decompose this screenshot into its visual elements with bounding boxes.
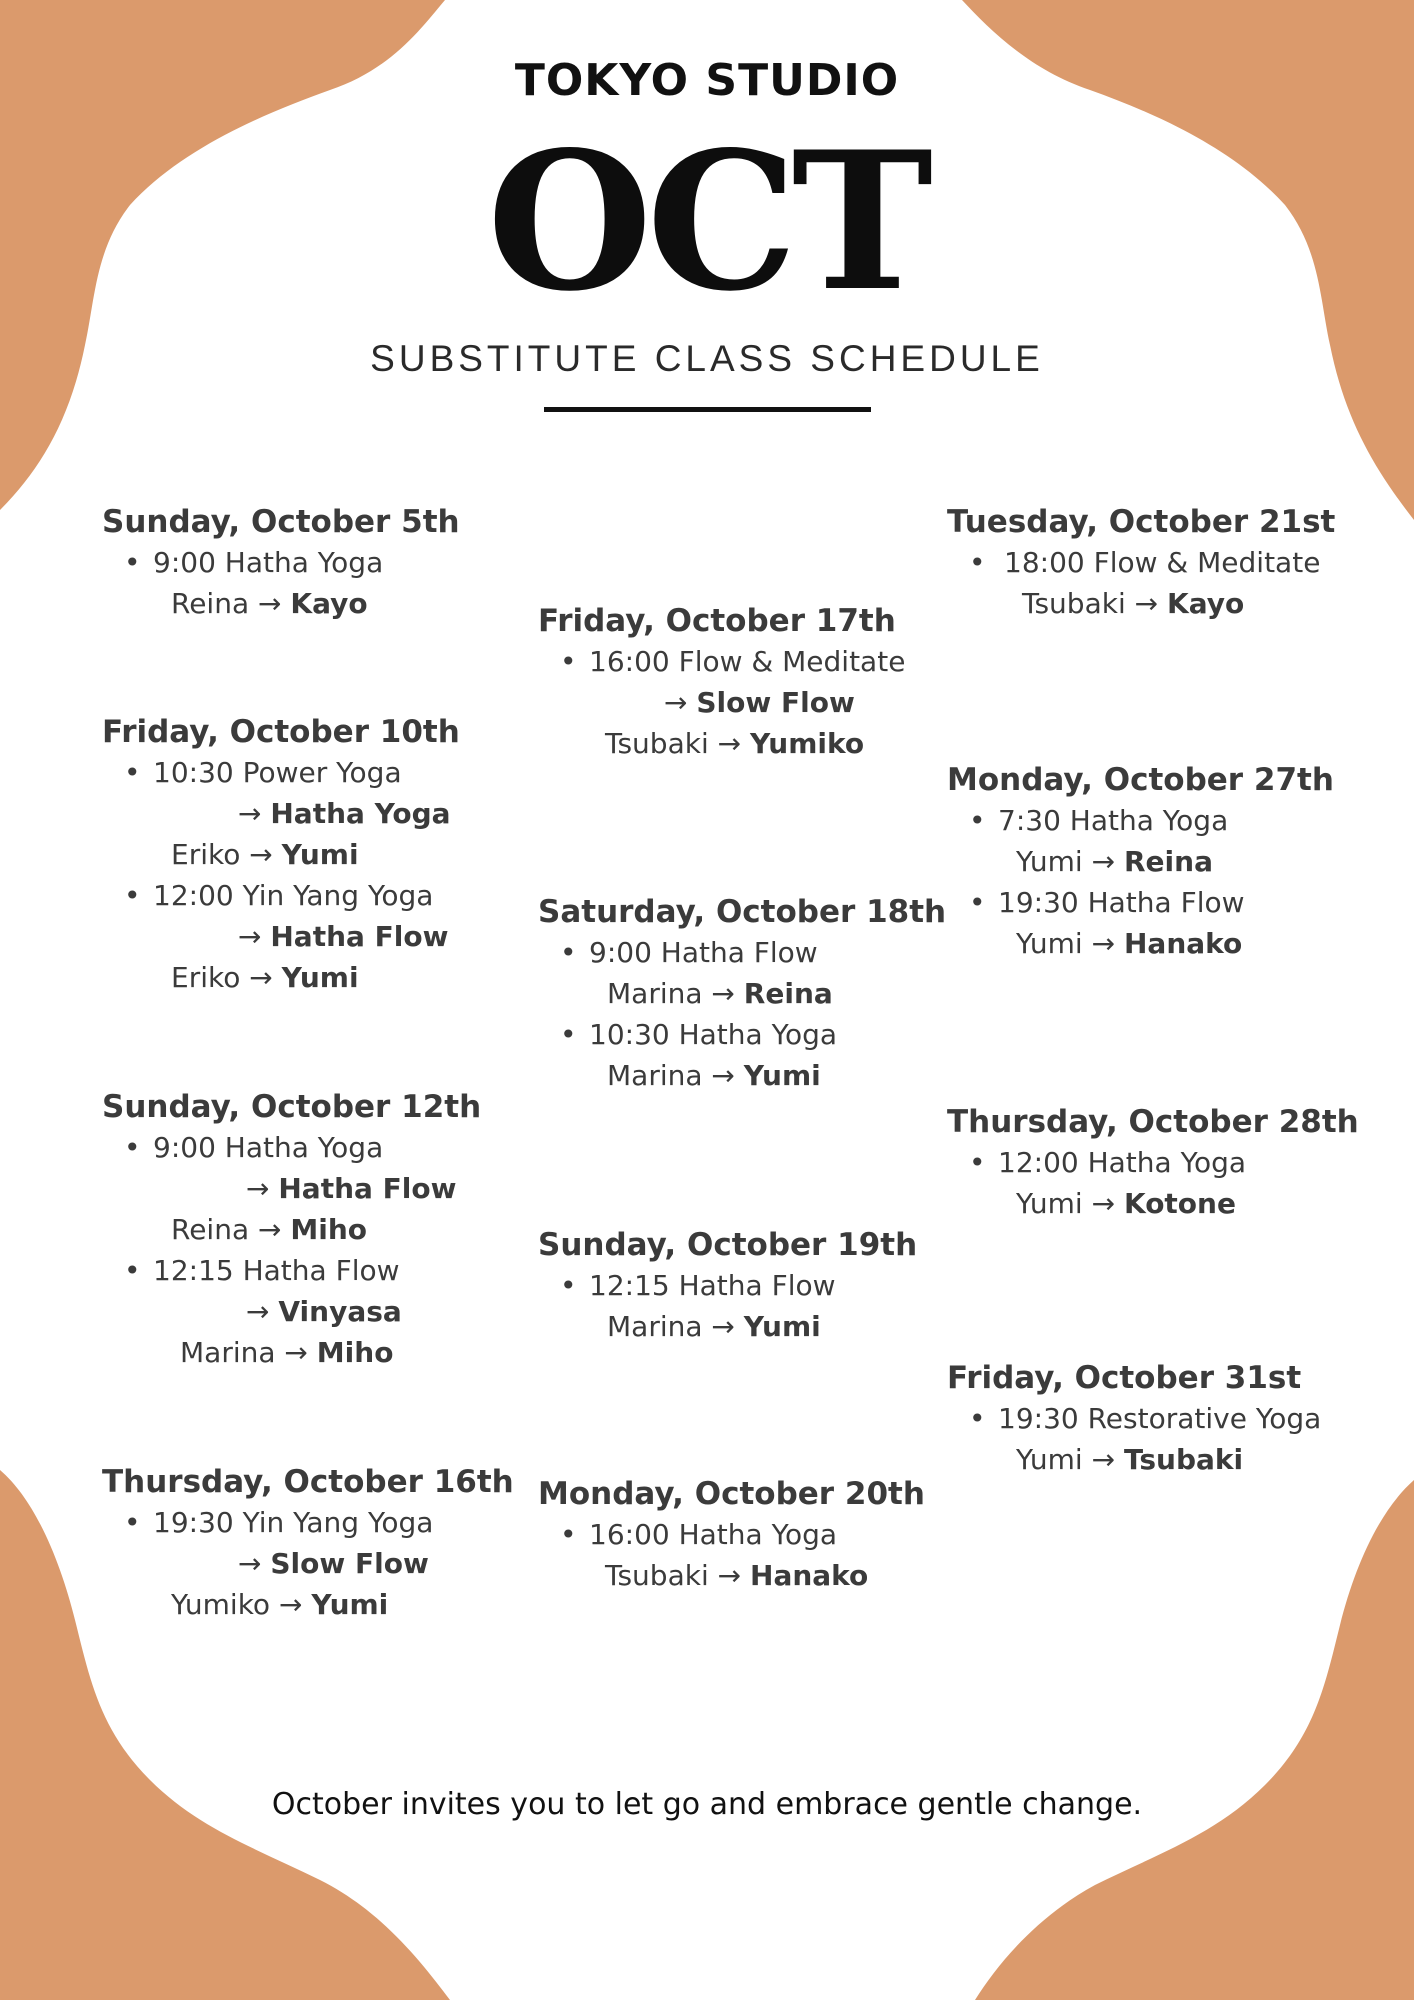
bullet: •: [969, 1146, 986, 1179]
original-teacher: Marina: [180, 1336, 276, 1369]
arrow-icon: →: [717, 1559, 742, 1592]
arrow-icon: →: [284, 1336, 308, 1369]
substitute-teacher: Yumi: [743, 1310, 821, 1343]
substitute-teacher: Miho: [290, 1213, 368, 1246]
original-teacher: Yumi: [1016, 1187, 1083, 1220]
bullet: •: [124, 546, 141, 579]
arrow-icon: →: [1091, 1443, 1116, 1476]
substitute-teacher: Reina: [1123, 845, 1213, 878]
bullet: •: [560, 1269, 577, 1302]
arrow-icon: →: [664, 686, 688, 719]
class-time-name: 12:00 Hatha Yoga: [998, 1146, 1247, 1179]
original-teacher: Yumi: [1016, 927, 1083, 960]
class-time-name: 19:30 Hatha Flow: [998, 886, 1245, 919]
class-time-name: 9:00 Hatha Yoga: [153, 546, 384, 579]
original-teacher: Yumi: [1016, 1443, 1083, 1476]
substitute-teacher: Yumi: [281, 961, 359, 994]
class-entry: [538, 1265, 917, 1347]
original-teacher: Tsubaki: [1022, 587, 1126, 620]
arrow-icon: →: [711, 1310, 735, 1343]
original-teacher: Reina: [171, 1213, 250, 1246]
day-heading: Sunday, October 5th: [102, 504, 460, 540]
class-entry: [538, 1014, 946, 1096]
teacher-change: [102, 1332, 481, 1373]
arrow-icon: →: [711, 977, 735, 1010]
day-heading: Thursday, October 16th: [102, 1464, 514, 1500]
class-time-name: 19:30 Restorative Yoga: [998, 1402, 1322, 1435]
bullet: •: [124, 879, 141, 912]
class-entry: [538, 932, 946, 1014]
day-block: [102, 712, 460, 998]
teacher-change: [538, 973, 946, 1014]
class-time-name: 16:00 Flow & Meditate: [589, 645, 906, 678]
new-class: Hatha Flow: [270, 920, 449, 953]
teacher-change: [102, 834, 460, 875]
arrow-icon: →: [249, 961, 273, 994]
class-change: [102, 1168, 481, 1209]
bullet: •: [124, 1506, 141, 1539]
class-entry: [102, 1250, 481, 1373]
arrow-icon: →: [258, 587, 282, 620]
class-change: [102, 916, 460, 957]
arrow-icon: →: [249, 838, 273, 871]
substitute-teacher: Yumi: [311, 1588, 389, 1621]
new-class: Hatha Yoga: [270, 797, 451, 830]
day-heading: Tuesday, October 21st: [947, 504, 1336, 540]
day-heading: Sunday, October 19th: [538, 1227, 918, 1263]
original-teacher: Eriko: [171, 961, 241, 994]
class-entry: [102, 875, 460, 998]
substitute-teacher: Kotone: [1123, 1187, 1236, 1220]
teacher-change: [102, 1584, 514, 1625]
class-time-name: 12:15 Hatha Flow: [589, 1269, 836, 1302]
class-change: [538, 682, 905, 723]
bullet: •: [969, 1402, 986, 1435]
new-class: Hatha Flow: [278, 1172, 457, 1205]
class-change: [102, 1543, 514, 1584]
teacher-change: [947, 923, 1334, 964]
bullet: •: [969, 804, 986, 837]
day-block: [538, 1474, 925, 1596]
substitute-teacher: Hanako: [1123, 927, 1243, 960]
substitute-teacher: Kayo: [1167, 587, 1245, 620]
new-class: Slow Flow: [696, 686, 855, 719]
class-entry: [538, 641, 905, 764]
teacher-change: [102, 1209, 481, 1250]
teacher-change: [538, 1306, 917, 1347]
original-teacher: Marina: [607, 1059, 703, 1092]
bullet: •: [560, 1518, 577, 1551]
original-teacher: Marina: [607, 1310, 703, 1343]
class-change: [102, 793, 460, 834]
bullet: •: [124, 1254, 141, 1287]
arrow-icon: →: [246, 1172, 270, 1205]
studio-name: TOKYO STUDIO: [514, 55, 900, 106]
arrow-icon: →: [238, 1547, 262, 1580]
original-teacher: Marina: [607, 977, 703, 1010]
bullet: •: [560, 645, 577, 678]
original-teacher: Tsubaki: [605, 727, 709, 760]
original-teacher: Reina: [171, 587, 250, 620]
class-time-name: 9:00 Hatha Flow: [589, 936, 818, 969]
day-block: [947, 760, 1334, 964]
teacher-change: [538, 1055, 946, 1096]
substitute-teacher: Miho: [316, 1336, 394, 1369]
class-time-name: 10:30 Power Yoga: [153, 756, 402, 789]
day-heading: Sunday, October 12th: [102, 1089, 482, 1125]
teacher-change: [947, 1439, 1321, 1480]
class-time-name: 7:30 Hatha Yoga: [998, 804, 1229, 837]
substitute-teacher: Yumi: [281, 838, 359, 871]
day-block: [538, 601, 905, 764]
class-time-name: 18:00 Flow & Meditate: [1004, 546, 1321, 579]
arrow-icon: →: [1134, 587, 1159, 620]
substitute-teacher: Hanako: [750, 1559, 869, 1592]
page-subtitle: SUBSTITUTE CLASS SCHEDULE: [370, 338, 1044, 379]
day-heading: Friday, October 31st: [947, 1360, 1302, 1396]
teacher-change: [102, 583, 460, 624]
teacher-change: [538, 723, 905, 764]
month-title: OCT: [486, 110, 928, 333]
arrow-icon: →: [238, 920, 262, 953]
bullet: •: [124, 756, 141, 789]
class-entry: [102, 1127, 481, 1250]
title-divider: [544, 407, 871, 412]
substitute-teacher: Yumiko: [750, 727, 865, 760]
class-entry: [947, 882, 1334, 964]
class-time-name: 12:00 Yin Yang Yoga: [153, 879, 434, 912]
day-block: [102, 1087, 481, 1373]
teacher-change: [102, 957, 460, 998]
new-class: Slow Flow: [270, 1547, 429, 1580]
bullet: •: [969, 546, 986, 579]
corner-shape-bottom-right: [975, 1480, 1414, 2000]
day-heading: Monday, October 20th: [538, 1476, 925, 1512]
class-entry: [947, 1142, 1359, 1224]
arrow-icon: →: [238, 797, 262, 830]
day-heading: Thursday, October 28th: [947, 1104, 1359, 1140]
day-block: [102, 1462, 514, 1625]
class-time-name: 19:30 Yin Yang Yoga: [153, 1506, 434, 1539]
arrow-icon: →: [1091, 927, 1116, 960]
original-teacher: Yumiko: [171, 1588, 271, 1621]
arrow-icon: →: [1091, 1187, 1116, 1220]
class-entry: [947, 542, 1335, 624]
class-time-name: 16:00 Hatha Yoga: [589, 1518, 838, 1551]
teacher-change: [947, 841, 1334, 882]
arrow-icon: →: [1091, 845, 1116, 878]
bullet: •: [969, 886, 986, 919]
class-time-name: 9:00 Hatha Yoga: [153, 1131, 384, 1164]
substitute-teacher: Kayo: [290, 587, 368, 620]
teacher-change: [947, 583, 1335, 624]
teacher-change: [538, 1555, 925, 1596]
day-block: [947, 502, 1335, 624]
footer-message: October invites you to let go and embrace gentle change.: [271, 1787, 1143, 1822]
class-time-name: 10:30 Hatha Yoga: [589, 1018, 838, 1051]
original-teacher: Eriko: [171, 838, 241, 871]
day-heading: Saturday, October 18th: [538, 894, 947, 930]
original-teacher: Yumi: [1016, 845, 1083, 878]
class-entry: [947, 800, 1334, 882]
day-heading: Friday, October 17th: [538, 603, 896, 639]
new-class: Vinyasa: [278, 1295, 402, 1328]
original-teacher: Tsubaki: [605, 1559, 709, 1592]
arrow-icon: →: [278, 1588, 303, 1621]
day-block: [538, 892, 946, 1096]
day-block: [102, 502, 460, 624]
arrow-icon: →: [711, 1059, 735, 1092]
class-entry: [102, 1502, 514, 1625]
day-block: [538, 1225, 917, 1347]
day-block: [947, 1358, 1321, 1480]
substitute-teacher: Reina: [743, 977, 833, 1010]
substitute-teacher: Tsubaki: [1123, 1443, 1244, 1476]
teacher-change: [947, 1183, 1359, 1224]
day-heading: Friday, October 10th: [102, 714, 460, 750]
class-entry: [102, 752, 460, 875]
day-block: [947, 1102, 1359, 1224]
class-entry: [102, 542, 460, 624]
arrow-icon: →: [717, 727, 742, 760]
arrow-icon: →: [246, 1295, 270, 1328]
class-entry: [947, 1398, 1321, 1480]
day-heading: Monday, October 27th: [947, 762, 1334, 798]
arrow-icon: →: [258, 1213, 282, 1246]
class-time-name: 12:15 Hatha Flow: [153, 1254, 400, 1287]
class-entry: [538, 1514, 925, 1596]
substitute-teacher: Yumi: [743, 1059, 821, 1092]
bullet: •: [560, 936, 577, 969]
bullet: •: [560, 1018, 577, 1051]
bullet: •: [124, 1131, 141, 1164]
class-change: [102, 1291, 481, 1332]
